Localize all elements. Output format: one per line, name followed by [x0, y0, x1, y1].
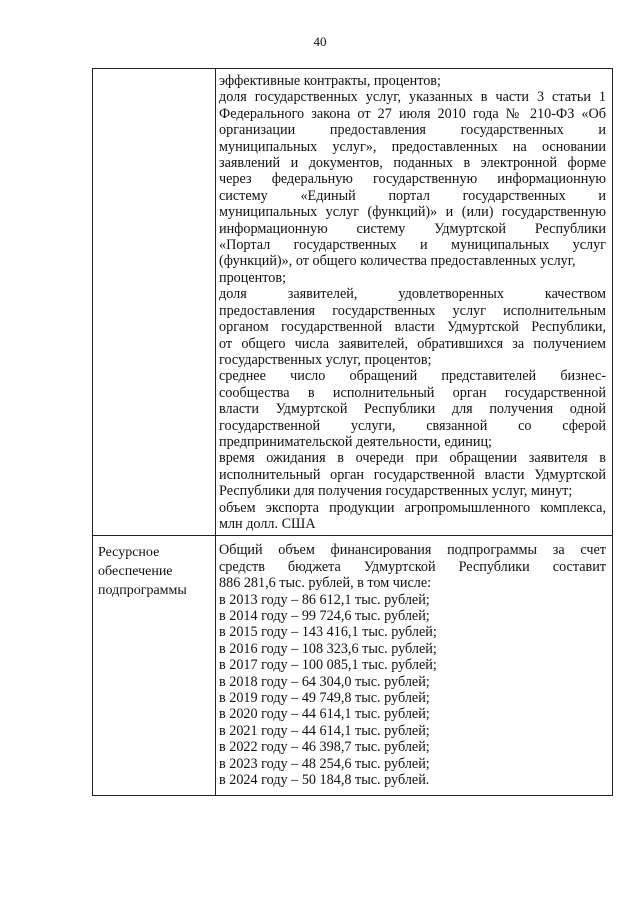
text-line: муниципальных услуг», предоставленных на основании: [219, 138, 606, 155]
funding-text: [216, 536, 612, 795]
text-line: исполнительный орган государственной власти Удмуртской: [219, 466, 606, 483]
text-line: предоставления государственных услуг исполнительным: [219, 302, 606, 319]
text-line: в 2020 году – 44 614,1 тыс. рублей;: [219, 706, 430, 723]
text-line: власти Удмуртской Республики для получения одной: [219, 401, 606, 418]
text-line: доля государственных услуг, указанных в части 3 статьи 1: [219, 89, 606, 106]
text-line: время ожидания в очереди при обращении заявителя в: [219, 450, 606, 467]
row-content-cell: [216, 536, 613, 796]
text-line: муниципальных услуг (функций)» и (или) государственную: [219, 204, 606, 221]
label-line: обеспечение: [98, 564, 173, 580]
text-line: государственной услуги, связанной со сферой: [219, 417, 606, 434]
text-line: в 2022 году – 46 398,7 тыс. рублей;: [219, 739, 430, 756]
table-row-resources: [93, 536, 613, 796]
text-line: информационную систему Удмуртской Республики: [219, 220, 606, 237]
text-line: 886 281,6 тыс. рублей, в том числе:: [219, 575, 432, 592]
text-line: (функций)», от общего количества предоставленных услуг,: [219, 253, 576, 270]
text-line: предпринимательской деятельности, единиц;: [219, 433, 492, 450]
text-line: в 2024 году – 50 184,8 тыс. рублей.: [219, 772, 430, 789]
text-line: в 2017 году – 100 085,1 тыс. рублей;: [219, 657, 437, 674]
text-line: Республики для получения государственных услуг, минут;: [219, 483, 573, 500]
text-line: в 2016 году – 108 323,6 тыс. рублей;: [219, 640, 437, 657]
text-line: в 2015 году – 143 416,1 тыс. рублей;: [219, 624, 437, 641]
text-line: Федерального закона от 27 июля 2010 года № 210-ФЗ «Об: [219, 105, 606, 122]
text-line: в 2013 году – 86 612,1 тыс. рублей;: [219, 591, 430, 608]
text-line: от общего числа заявителей, обратившихся за получением: [219, 335, 606, 352]
table-row-indicators: [93, 69, 613, 536]
text-line: в 2019 году – 49 749,8 тыс. рублей;: [219, 690, 430, 707]
document-table: [92, 68, 613, 796]
indicators-text: [216, 69, 612, 535]
text-line: организации предоставления государственных и: [219, 122, 606, 139]
page-number: 40: [313, 34, 327, 49]
text-line: «Портал государственных и муниципальных услуг: [219, 237, 606, 254]
text-line: эффективные контракты, процентов;: [219, 73, 441, 89]
text-line: сообщества в исполнительный орган государственной: [219, 384, 606, 401]
text-line: среднее число обращений представителей бизнес-: [219, 368, 606, 385]
label-line: Ресурсное: [98, 545, 160, 561]
row-content-cell: [216, 69, 613, 536]
text-line: заявлений и документов, поданных в электронной форме: [219, 155, 606, 172]
text-line: органом государственной власти Удмуртской Республики,: [219, 319, 606, 336]
text-line: средств бюджета Удмуртской Республики составит: [219, 558, 606, 575]
row-label-cell: [93, 536, 216, 796]
text-line: систему «Единый портал государственных и: [219, 187, 606, 204]
text-line: процентов;: [219, 269, 287, 286]
text-line: в 2014 году – 99 724,6 тыс. рублей;: [219, 608, 430, 624]
row-label: [93, 69, 215, 76]
text-line: через федеральную государственную информационную: [219, 171, 606, 188]
text-line: в 2018 году – 64 304,0 тыс. рублей;: [219, 673, 430, 690]
text-line: в 2021 году – 44 614,1 тыс. рублей;: [219, 722, 430, 739]
text-line: млн долл. США: [219, 515, 316, 532]
text-line: Общий объем финансирования подпрограммы за счет: [219, 542, 606, 559]
text-line: доля заявителей, удовлетворенных качеством: [219, 286, 606, 303]
text-line: государственных услуг, процентов;: [219, 351, 432, 368]
row-label-cell: [93, 69, 216, 536]
text-line: объем экспорта продукции агропромышленного комплекса,: [219, 499, 606, 516]
text-line: в 2023 году – 48 254,6 тыс. рублей;: [219, 755, 430, 772]
row-label-resources: [93, 536, 215, 600]
label-line: подпрограммы: [98, 583, 187, 599]
